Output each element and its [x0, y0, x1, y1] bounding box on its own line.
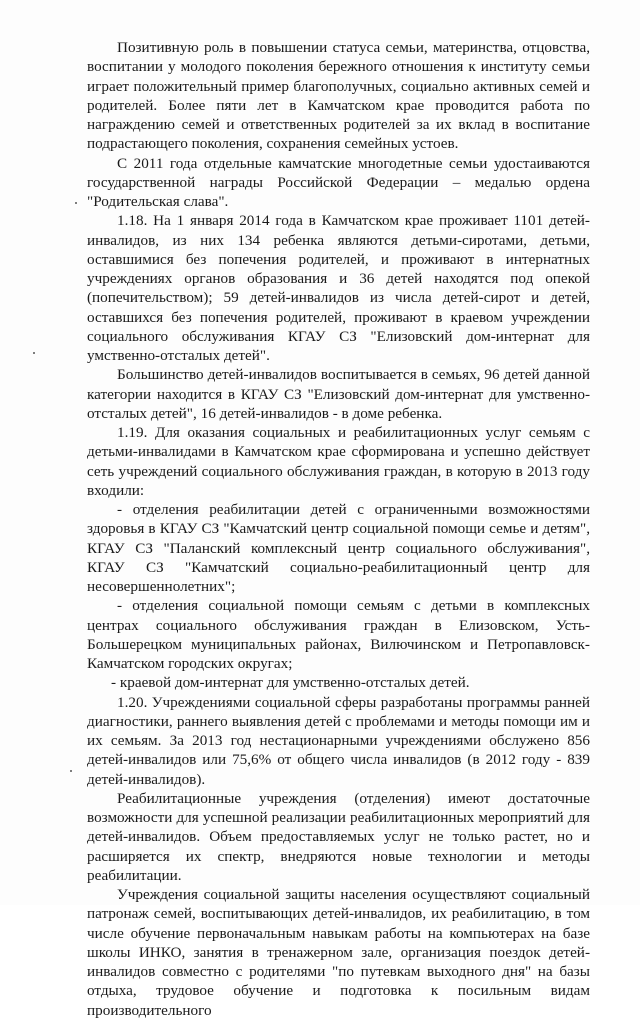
list-item-boarding-house: - краевой дом-интернат для умственно-отсталых детей.: [111, 674, 470, 692]
scan-speck: [75, 202, 77, 204]
paragraph-children-in-families: Большинство детей-инвалидов воспитывается в семьях, 96 детей данной категории находится в КГАУ СЗ "Елизовский дом-интернат для умственно-отсталых детей", 16 детей-инвалидов - в доме ребенка.: [87, 366, 590, 422]
scan-speck: [33, 352, 35, 354]
paragraph-1-18: 1.18. На 1 января 2014 года в Камчатском крае проживает 1101 детей-инвалидов, из них 134 ребенка являются детьми-сиротами, детьми, оставшимися без попечения родителей, и проживают в интернатных учреждениях органов образования и 36 детей находятся под опекой (попечительством); 59 детей-инвалидов из числа детей-сирот и детей, оставшихся без попечения родителей, проживают в краевом учреждении социального обслуживания КГАУ СЗ "Елизовский дом-интернат для умственно-отсталых детей".: [87, 212, 590, 364]
paragraph-1-20: 1.20. Учреждениями социальной сферы разработаны программы ранней диагностики, раннего выявления детей с проблемами и методы помощи им и их семьям. За 2013 год нестационарными учреждениями обслужено 856 детей-инвалидов или 75,6% от общего числа инвалидов (в 2012 году - 839 детей-инвалидов).: [87, 693, 590, 788]
paragraph-1-19: 1.19. Для оказания социальных и реабилитационных услуг семьям с детьми-инвалидами в Камчатском крае сформирована и успешно действует сеть учреждений социального обслуживания граждан, в которую в 2013 году входили:: [87, 424, 590, 499]
document-body: [87, 38, 590, 1020]
scan-speck: [70, 770, 72, 772]
paragraph-family-role: Позитивную роль в повышении статуса семьи, материнства, отцовства, воспитании у молодого поколения бережного отношения к институту семьи играет положительный пример благополучных, социально активных семей и родителей. Более пяти лет в Камчатском крае проводится работа по награждению семей и ответственных родителей за их вклад в воспитание подрастающего поколения, сохранения семейных устоев.: [87, 39, 590, 153]
paragraph-parental-glory-medal: С 2011 года отдельные камчатские многодетные семьи удостаиваются государственной награды Российской Федерации – медалью ордена "Родительская слава".: [87, 154, 590, 210]
list-item-social-help-departments: - отделения социальной помощи семьям с детьми в комплексных центрах социального обслуживания граждан в Елизовском, Усть-Большерецком муниципальных районах, Вилючинском и Петропавловск-Камчатском городских округах;: [87, 597, 590, 672]
paragraph-rehab-institutions: Реабилитационные учреждения (отделения) имеют достаточные возможности для успешной реализации реабилитационных мероприятий для детей-инвалидов. Объем предоставляемых услуг не только растет, но и расширяется их спектр, внедряются новые технологии и методы реабилитации.: [87, 789, 590, 884]
list-item-rehab-departments: - отделения реабилитации детей с ограниченными возможностями здоровья в КГАУ СЗ "Камчатский центр социальной помощи семье и детям", КГАУ СЗ "Паланский комплексный центр социального обслуживания", КГАУ СЗ "Камчатский социально-реабилитационный центр для несовершеннолетних";: [87, 501, 590, 595]
paragraph-social-protection: Учреждения социальной защиты населения осуществляют социальный патронаж семей, воспитывающих детей-инвалидов, их реабилитацию, в том числе обучение первоначальным навыкам работы на компьютерах на базе школы ИНКО, занятия в тренажерном зале, организация поездок детей-инвалидов совместно с родителями "по путевкам выходного дня" на базы отдыха, трудовое обучение и подготовка к посильным видам производительного: [87, 886, 590, 1019]
